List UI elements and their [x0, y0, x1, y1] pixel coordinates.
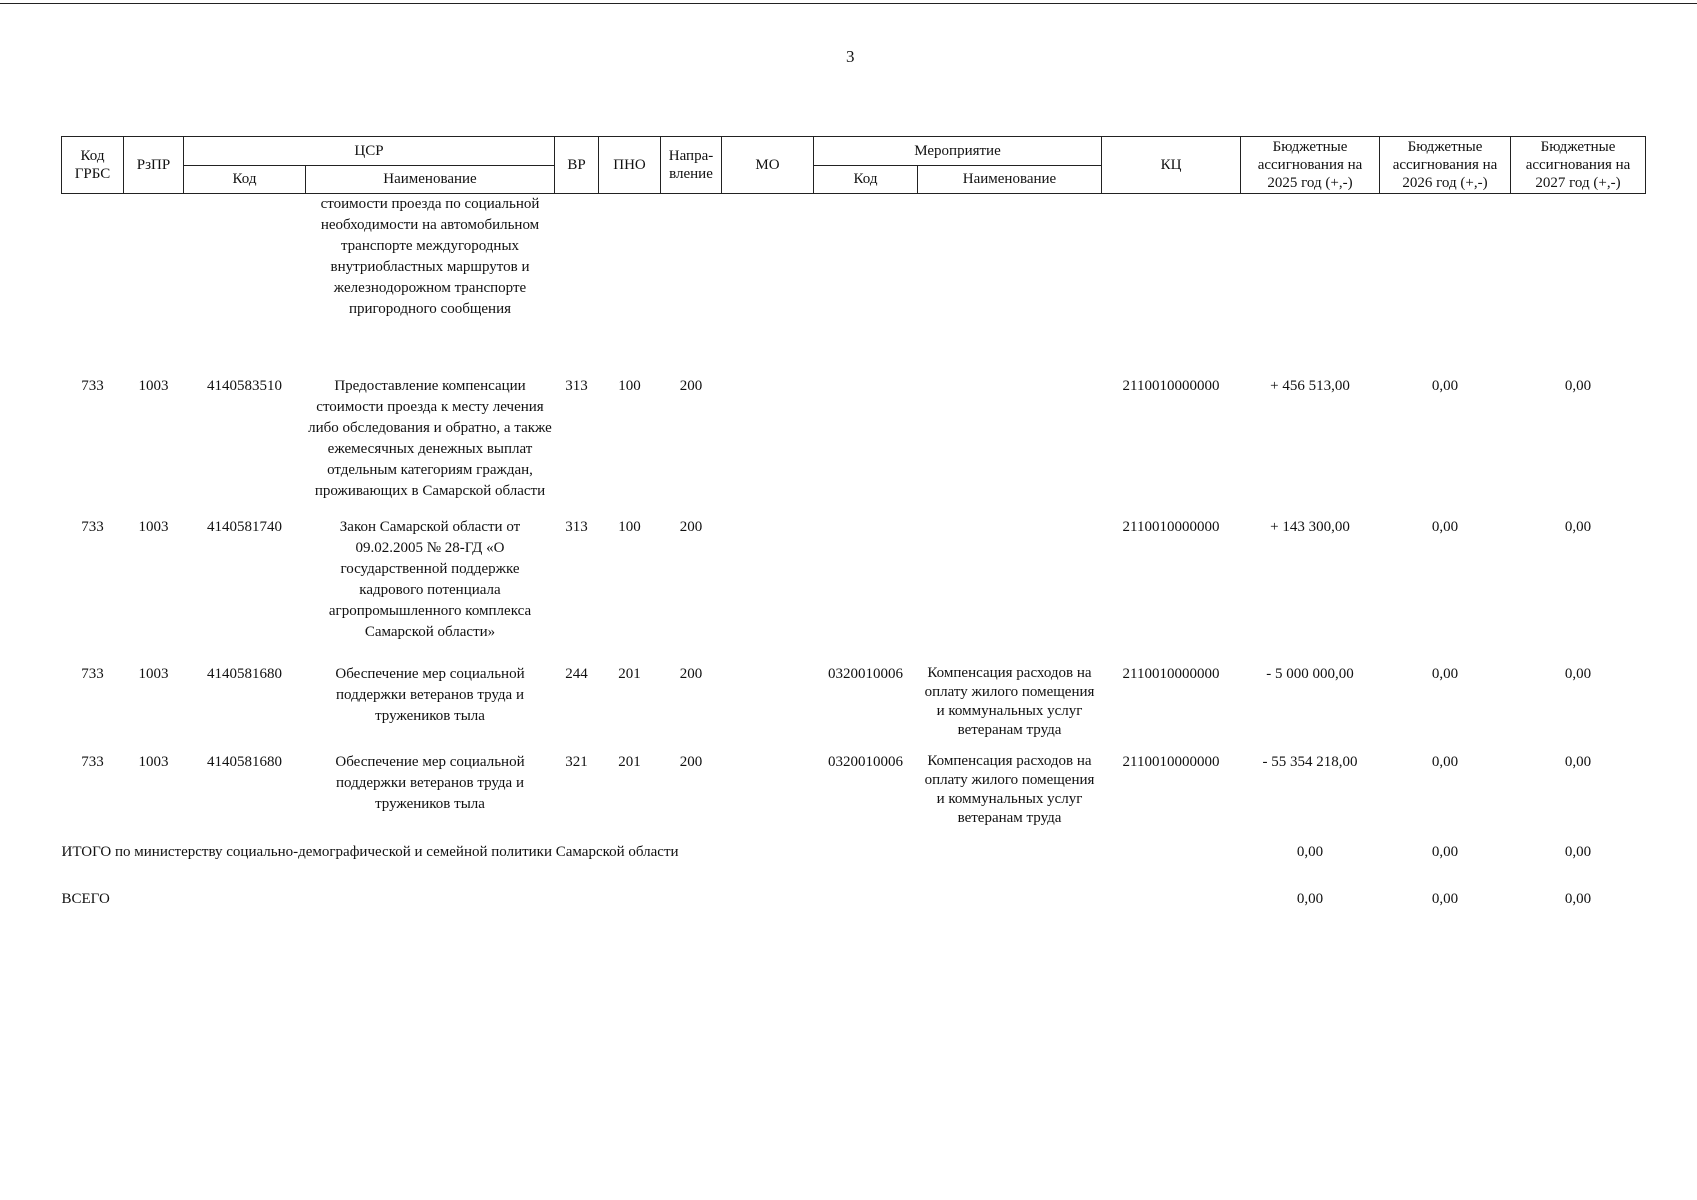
header-event: Мероприятие: [814, 137, 1102, 166]
cell-event-name: [918, 517, 1102, 643]
cell-pno: 100: [618, 378, 641, 394]
cell-event-code: 0320010006: [828, 754, 903, 770]
grand-total-y2026: 0,00: [1431, 891, 1459, 907]
table-row: [62, 517, 1646, 643]
cell-y2025: - 55 354 218,00: [1262, 754, 1358, 770]
table-row: [62, 376, 1646, 502]
cell-kc: 2110010000000: [1122, 754, 1220, 770]
cell-y2026: 0,00: [1431, 519, 1459, 535]
header-event-name: Наименование: [918, 165, 1102, 194]
cell-y2027: 0,00: [1564, 378, 1592, 394]
header-mo: МО: [722, 137, 814, 194]
header-rzpr: РзПР: [124, 137, 184, 194]
table-row: [62, 664, 1646, 740]
total-row: [62, 842, 1646, 863]
cell-y2026: 0,00: [1431, 378, 1459, 394]
cell-y2027: 0,00: [1564, 754, 1592, 770]
grand-total-y2025: 0,00: [1296, 891, 1324, 907]
header-csr-code: Код: [184, 165, 306, 194]
continuation-row: [62, 194, 1646, 321]
cell-direction: 200: [679, 378, 703, 394]
cell-direction: 200: [679, 754, 703, 770]
cell-y2025: + 143 300,00: [1270, 519, 1350, 535]
header-y2027: Бюджетные ассигнования на 2027 год (+,-): [1511, 137, 1646, 194]
total-y2026: 0,00: [1431, 844, 1459, 860]
cell-event-name: Компенсация расходов на оплату жилого помещения и коммунальных услуг ветеранам труда: [924, 665, 1095, 738]
cell-vr: 313: [565, 519, 588, 535]
grand-total-label: ВСЕГО: [61, 891, 110, 907]
cell-rzpr: 1003: [138, 519, 169, 535]
cell-grbs: 733: [81, 754, 104, 770]
header-direction: Напра-вление: [661, 137, 722, 194]
cell-csr-code: 4140581680: [207, 666, 282, 682]
cell-csr-code: 4140583510: [207, 378, 282, 394]
cell-y2026: 0,00: [1431, 666, 1459, 682]
total-label: ИТОГО по министерству социально-демографической и семейной политики Самарской области: [61, 844, 679, 860]
cell-mo: [722, 376, 814, 502]
cell-rzpr: 1003: [138, 378, 169, 394]
cell-direction: 200: [679, 666, 703, 682]
continuation-text: стоимости проезда по социальной необходимости на автомобильном транспорте междугородных внутриобластных маршрутов и железнодорожном транспорте пригородного сообщения: [320, 196, 540, 317]
cell-event-code: 0320010006: [828, 666, 903, 682]
header-y2026: Бюджетные ассигнования на 2026 год (+,-): [1380, 137, 1511, 194]
cell-event-code: [814, 517, 918, 643]
cell-csr-name: Обеспечение мер социальной поддержки ветеранов труда и тружеников тыла: [335, 754, 525, 812]
cell-csr-code: 4140581740: [207, 519, 282, 535]
cell-event-name: Компенсация расходов на оплату жилого помещения и коммунальных услуг ветеранам труда: [924, 753, 1095, 826]
cell-pno: 100: [618, 519, 641, 535]
cell-mo: [722, 517, 814, 643]
header-csr-name: Наименование: [306, 165, 555, 194]
cell-event-code: [814, 376, 918, 502]
cell-vr: 321: [565, 754, 588, 770]
cell-kc: 2110010000000: [1122, 378, 1220, 394]
header-csr: ЦСР: [184, 137, 555, 166]
header-vr: ВР: [555, 137, 599, 194]
cell-kc: 2110010000000: [1122, 666, 1220, 682]
cell-pno: 201: [618, 754, 641, 770]
cell-csr-code: 4140581680: [207, 754, 282, 770]
total-y2025: 0,00: [1296, 844, 1324, 860]
cell-csr-name: Обеспечение мер социальной поддержки ветеранов труда и тружеников тыла: [335, 666, 525, 724]
cell-pno: 201: [618, 666, 641, 682]
cell-y2025: + 456 513,00: [1270, 378, 1350, 394]
cell-grbs: 733: [81, 378, 104, 394]
total-y2027: 0,00: [1564, 844, 1592, 860]
cell-y2025: - 5 000 000,00: [1266, 666, 1354, 682]
header-row-1: [62, 137, 1646, 166]
header-pno: ПНО: [599, 137, 661, 194]
cell-vr: 313: [565, 378, 588, 394]
cell-csr-name: Закон Самарской области от 09.02.2005 № 28-ГД «О государственной поддержке кадрового потенциала агропромышленного комплекса Самарской области»: [328, 519, 532, 640]
grand-total-y2027: 0,00: [1564, 891, 1592, 907]
cell-y2027: 0,00: [1564, 519, 1592, 535]
cell-kc: 2110010000000: [1122, 519, 1220, 535]
cell-rzpr: 1003: [138, 754, 169, 770]
header-kc: КЦ: [1102, 137, 1241, 194]
table-row: [62, 752, 1646, 828]
cell-event-name: [918, 376, 1102, 502]
cell-rzpr: 1003: [138, 666, 169, 682]
grand-total-row: [62, 889, 1646, 910]
cell-direction: 200: [679, 519, 703, 535]
budget-table: [61, 136, 1646, 910]
cell-grbs: 733: [81, 519, 104, 535]
cell-grbs: 733: [81, 666, 104, 682]
page-number: 3: [846, 47, 855, 66]
header-y2025: Бюджетные ассигнования на 2025 год (+,-): [1241, 137, 1380, 194]
top-rule: [0, 3, 1697, 4]
cell-y2027: 0,00: [1564, 666, 1592, 682]
header-grbs: Код ГРБС: [62, 137, 124, 194]
cell-vr: 244: [565, 666, 588, 682]
cell-mo: [722, 664, 814, 740]
header-event-code: Код: [814, 165, 918, 194]
cell-csr-name: Предоставление компенсации стоимости проезда к месту лечения либо обследования и обратно, а также ежемесячных денежных выплат отдельным категориям граждан, проживающих в Самарской области: [308, 378, 552, 499]
cell-y2026: 0,00: [1431, 754, 1459, 770]
cell-mo: [722, 752, 814, 828]
